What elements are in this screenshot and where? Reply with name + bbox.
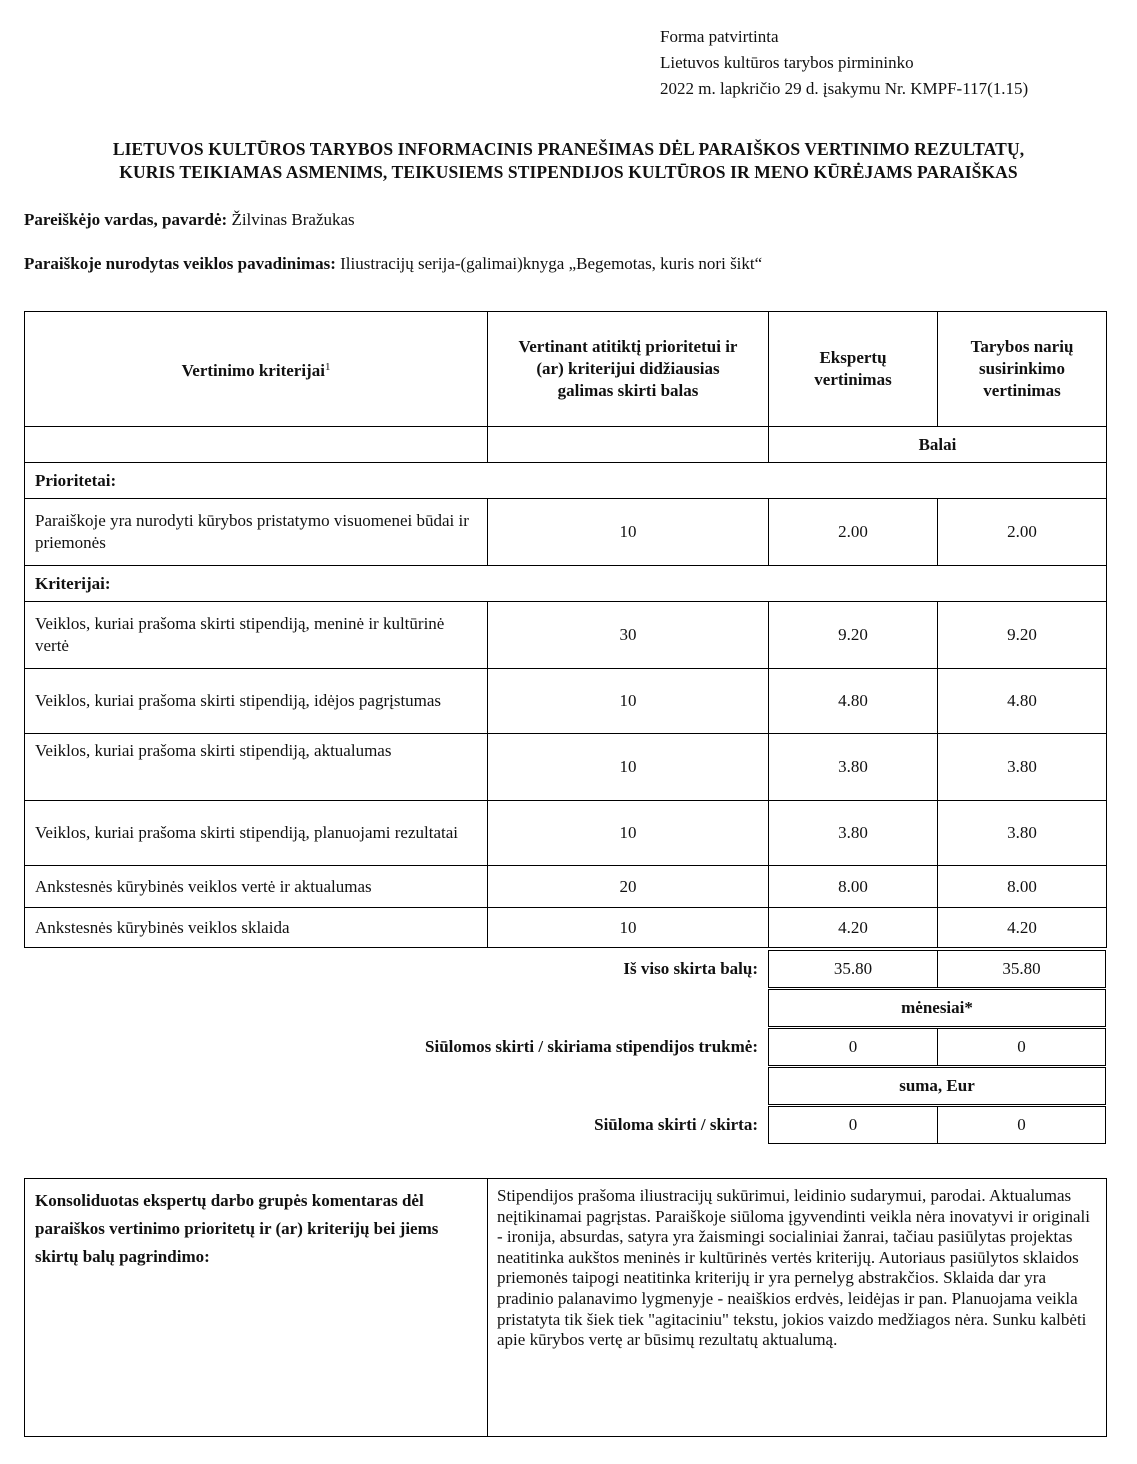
expert-score: 9.20 [769,602,938,669]
table-row [25,499,1107,566]
section-row [25,463,1107,499]
points-label: Balai [769,427,1107,463]
criterion-name: Veiklos, kuriai prašoma skirti stipendiją, planuojami rezultatai [25,801,488,866]
duration-label: Siūlomos skirti / skiriama stipendijos trukmė: [425,1037,758,1056]
amount-council: 0 [937,1106,1106,1144]
criterion-name: Veiklos, kuriai prašoma skirti stipendiją, meninė ir kultūrinė vertė [25,602,488,669]
max-score: 10 [488,499,769,566]
duration-council: 0 [937,1028,1106,1066]
table-row [25,602,1107,669]
total-row [24,950,1106,988]
total-expert: 35.80 [768,950,938,988]
max-score: 10 [488,734,769,801]
council-score: 4.80 [938,669,1107,734]
criterion-name: Veiklos, kuriai prašoma skirti stipendiją, aktualumas [25,734,488,801]
header-max-score: Vertinant atitiktį prioritetui ir (ar) kriterijui didžiausias galimas skirti balas [488,312,769,427]
table-row [25,734,1107,801]
expert-score: 2.00 [769,499,938,566]
duration-row [24,1028,1106,1066]
criterion-name: Veiklos, kuriai prašoma skirti stipendiją, idėjos pagrįstumas [25,669,488,734]
expert-score: 4.20 [769,908,938,948]
duration-expert: 0 [768,1028,938,1066]
criterion-name: Ankstesnės kūrybinės veiklos sklaida [25,908,488,948]
table-row [25,866,1107,908]
expert-score: 3.80 [769,801,938,866]
evaluation-table [24,311,1107,948]
document-title [24,138,1113,184]
max-score: 30 [488,602,769,669]
applicant-value: Žilvinas Bražukas [231,210,355,229]
header-criteria: Vertinimo kriterijai$^1$ [25,312,488,427]
total-council: 35.80 [937,950,1106,988]
activity-field [24,254,762,274]
criterion-name: Paraiškoje yra nurodyti kūrybos pristatymo visuomenei būdai ir priemonės [25,499,488,566]
total-label: Iš viso skirta balų: [623,959,758,978]
months-header: mėnesiai* [768,989,1106,1027]
criteria-label: Kriterijai: [25,566,1107,602]
points-row [25,427,1107,463]
applicant-field [24,210,355,230]
council-score: 3.80 [938,801,1107,866]
months-header-row [24,989,1106,1027]
amount-row [24,1106,1106,1144]
priorities-label: Prioritetai: [25,463,1107,499]
amount-header: suma, Eur [768,1067,1106,1105]
approval-note [660,24,1028,102]
header-council-score: Tarybos narių susirinkimo vertinimas [938,312,1107,427]
council-score: 3.80 [938,734,1107,801]
max-score: 10 [488,669,769,734]
amount-expert: 0 [768,1106,938,1144]
title-line: LIETUVOS KULTŪROS TARYBOS INFORMACINIS PRANEŠIMAS DĖL PARAIŠKOS VERTINIMO REZULTATŲ, [112,139,1025,159]
footnote-mark: 1 [324,361,331,373]
expert-score: 4.80 [769,669,938,734]
max-score: 20 [488,866,769,908]
table-row [25,801,1107,866]
table-header-row [25,312,1107,427]
council-score: 2.00 [938,499,1107,566]
criterion-name: Ankstesnės kūrybinės veiklos vertė ir aktualumas [25,866,488,908]
max-score: 10 [488,801,769,866]
activity-value: Iliustracijų serija-(galimai)knyga „Begemotas, kuris nori šikt“ [340,254,763,273]
council-score: 9.20 [938,602,1107,669]
title-line: KURIS TEIKIAMAS ASMENIMS, TEIKUSIEMS STIPENDIJOS KULTŪROS IR MENO KŪRĖJAMS PARAIŠKAS [119,162,1018,182]
council-score: 4.20 [938,908,1107,948]
approval-line: 2022 m. lapkričio 29 d. įsakymu Nr. KMPF-117(1.15) [660,79,1029,98]
applicant-label: Pareiškėjo vardas, pavardė: [24,210,228,229]
max-score: 10 [488,908,769,948]
council-score: 8.00 [938,866,1107,908]
activity-label: Paraiškoje nurodytas veiklos pavadinimas: [24,254,336,273]
comment-table [24,1178,1107,1437]
comment-row [25,1179,1107,1437]
comment-text: Stipendijos prašoma iliustracijų sukūrimui, leidinio sudarymui, parodai. Aktualumas neįtikinamai pagrįstas. Paraiškoje siūloma įgyvendinti veikla nėra inovatyvi ir originali - ironija, absurdas, satyra yra žaismingi socialiniai žanrai, tačiau pasiūlytas projektas neatitinka aukštos meninės ir kultūrinės vertės kriterijų. Autoriaus pasiūlytos sklaidos priemonės taipogi neatitinka kriterijų ir yra pernelyg abstrakčios. Sklaida dar yra pradinio palanavimo lygmenyje - neaiškios erdvės, leidėjas ir pan. Planuojama veikla pristatyta tik šiek tiek "agitaciniu" tekstu, jokios vaizdo medžiagos nėra. Sunku kalbėti apie kūrybos vertę ar būsimų rezultatų aktualumą. [488,1179,1107,1437]
table-row [25,669,1107,734]
amount-label: Siūloma skirti / skirta: [594,1115,758,1134]
approval-line: Lietuvos kultūros tarybos pirmininko [660,53,914,72]
header-expert-score: Ekspertų vertinimas [769,312,938,427]
amount-header-row [24,1067,1106,1105]
approval-line: Forma patvirtinta [660,27,779,46]
expert-score: 3.80 [769,734,938,801]
comment-label: Konsoliduotas ekspertų darbo grupės komentaras dėl paraiškos vertinimo prioritetų ir (ar) kriterijų bei jiems skirtų balų pagrindimo: [25,1179,488,1437]
section-row [25,566,1107,602]
expert-score: 8.00 [769,866,938,908]
table-row [25,908,1107,948]
